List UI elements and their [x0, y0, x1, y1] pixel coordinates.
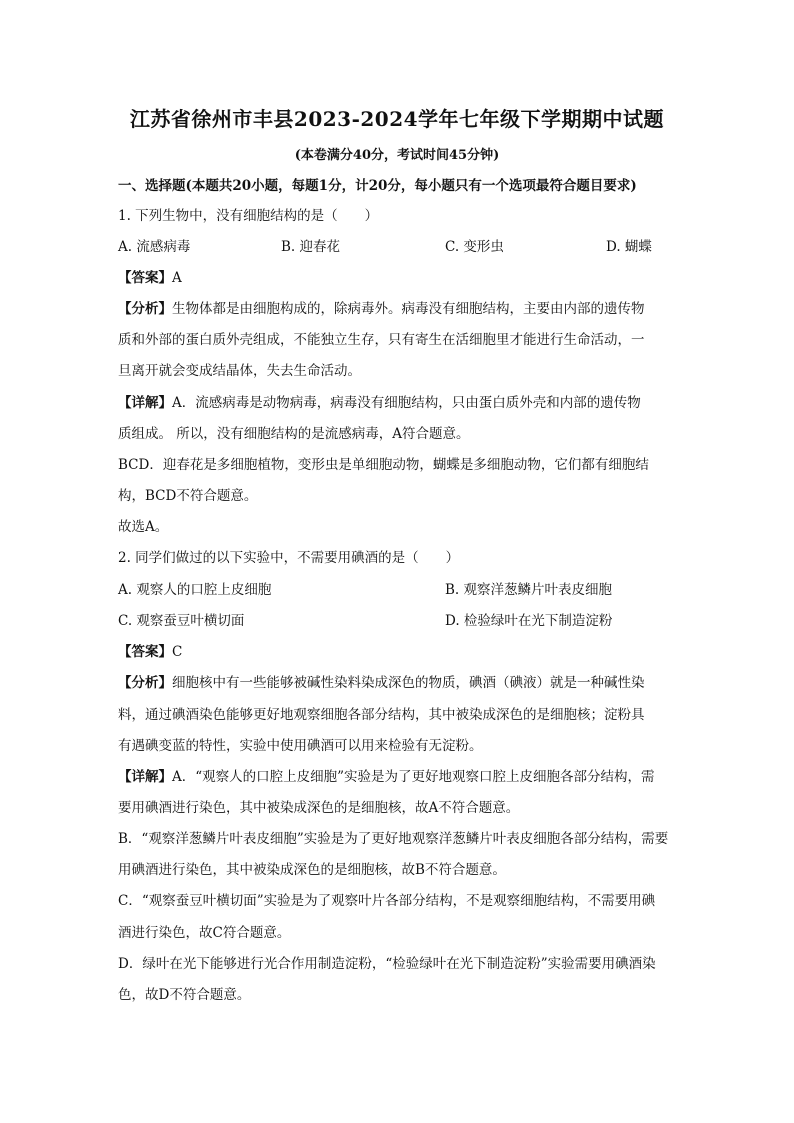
- q1-detail-line: BCD．迎春花是多细胞植物，变形虫是单细胞动物，蝴蝶是多细胞动物，它们都有细胞结: [118, 457, 649, 473]
- q1-analysis-line: 质和外部的蛋白质外壳组成，不能独立生存，只有寄生在活细胞里才能进行生命活动，一: [118, 332, 645, 348]
- section-heading: 一、选择题(本题共20小题，每题1分，计20分，每小题只有一个选项最符合题目要求): [118, 178, 637, 194]
- q1-option-c: C. 变形虫: [445, 239, 504, 255]
- q1-detail-line: 质组成。 所以，没有细胞结构的是流感病毒，A符合题意。: [118, 426, 470, 442]
- q2-answer-tag: 【答案】: [118, 644, 172, 660]
- q2-option-d: D. 检验绿叶在光下制造淀粉: [445, 613, 613, 629]
- exam-title: 江苏省徐州市丰县2023-2024学年七年级下学期期中试题: [129, 107, 665, 131]
- q2-analysis-line: [118, 673, 678, 693]
- q2-detail-line: 酒进行染色，故C符合题意。: [118, 925, 291, 941]
- q1-answer-tag: 【答案】: [118, 270, 172, 286]
- q2-stem: 2. 同学们做过的以下实验中，不需要用碘酒的是（ ）: [118, 550, 460, 566]
- q1-answer: [118, 268, 678, 288]
- q2-answer: [118, 642, 678, 662]
- q1-option-a: A. 流感病毒: [118, 239, 191, 255]
- q1-option-d: D. 蝴蝶: [606, 239, 652, 255]
- q1-detail-tag: 【详解】: [118, 395, 172, 411]
- q2-detail-line: 色，故D不符合题意。: [118, 987, 251, 1003]
- q2-detail-line: [118, 767, 678, 787]
- q2-answer-value: C: [172, 644, 183, 660]
- q2-detail-tag: 【详解】: [118, 769, 172, 785]
- q2-analysis-tag: 【分析】: [118, 675, 172, 691]
- q1-detail-line: [118, 393, 678, 413]
- q1-analysis-line: 旦离开就会变成结晶体，失去生命活动。: [118, 363, 361, 379]
- q1-detail-line: 构，BCD不符合题意。: [118, 488, 258, 504]
- q1-analysis-text: 生物体都是由细胞构成的，除病毒外。病毒没有细胞结构，主要由内部的遗传物: [172, 301, 645, 317]
- q2-analysis-line: 料，通过碘酒染色能够更好地观察细胞各部分结构，其中被染成深色的是细胞核；淀粉具: [118, 707, 645, 723]
- q1-stem: 1. 下列生物中，没有细胞结构的是（ ）: [118, 208, 379, 224]
- exam-subtitle: (本卷满分40分，考试时间45分钟): [294, 148, 500, 163]
- q1-detail-text: A．流感病毒是动物病毒，病毒没有细胞结构，只由蛋白质外壳和内部的遗传物: [172, 395, 641, 411]
- q2-detail-line: B．“观察洋葱鳞片叶表皮细胞”实验是为了更好地观察洋葱鳞片叶表皮细胞各部分结构，需要: [118, 831, 669, 847]
- q1-option-b: B. 迎春花: [281, 239, 341, 255]
- q2-option-c: C. 观察蚕豆叶横切面: [118, 613, 245, 629]
- q1-detail-line: 故选A。: [118, 519, 169, 535]
- q1-answer-value: A: [172, 270, 182, 286]
- q2-analysis-line: 有遇碘变蓝的特性，实验中使用碘酒可以用来检验有无淀粉。: [118, 738, 483, 754]
- q1-analysis-tag: 【分析】: [118, 301, 172, 317]
- q2-detail-line: 用碘酒进行染色，其中被染成深色的是细胞核，故B不符合题意。: [118, 862, 506, 878]
- q2-detail-text: A．“观察人的口腔上皮细胞”实验是为了更好地观察口腔上皮细胞各部分结构，需: [172, 769, 655, 785]
- q2-option-a: A. 观察人的口腔上皮细胞: [118, 582, 272, 598]
- q2-detail-line: 要用碘酒进行染色，其中被染成深色的是细胞核，故A不符合题意。: [118, 800, 520, 816]
- q2-option-b: B. 观察洋葱鳞片叶表皮细胞: [445, 582, 613, 598]
- q2-detail-line: C．“观察蚕豆叶横切面”实验是为了观察叶片各部分结构，不是观察细胞结构，不需要用碘: [118, 893, 656, 909]
- q2-detail-line: D．绿叶在光下能够进行光合作用制造淀粉，“检验绿叶在光下制造淀粉”实验需要用碘酒染: [118, 956, 656, 972]
- q2-analysis-text: 细胞核中有一些能够被碱性染料染成深色的物质，碘酒（碘液）就是一种碱性染: [172, 675, 645, 691]
- q1-analysis-line: [118, 299, 678, 319]
